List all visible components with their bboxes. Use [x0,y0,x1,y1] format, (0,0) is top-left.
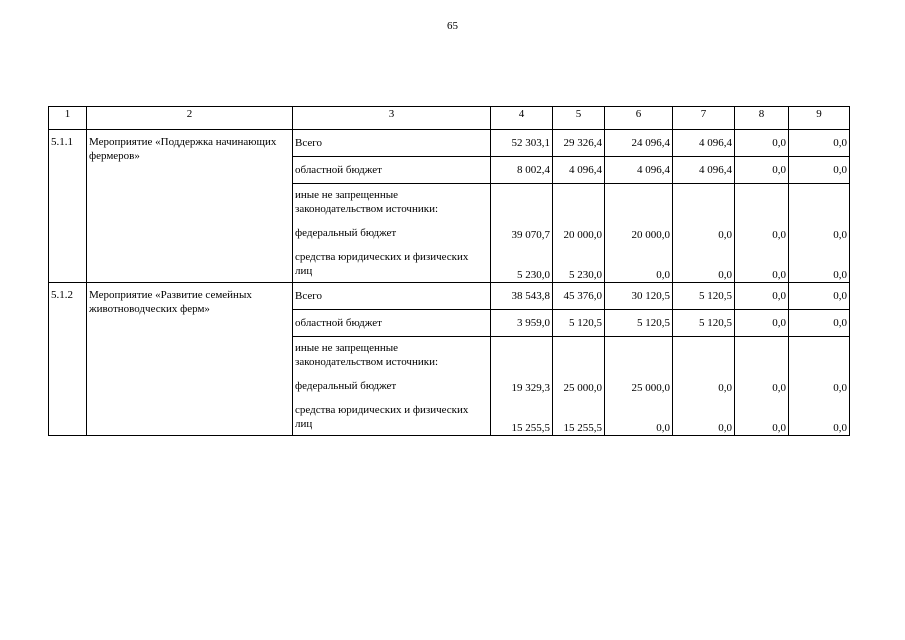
value-cell: 4 096,4 [553,157,605,184]
value-cell: 5 120,5 [605,310,673,337]
header-cell: 3 [293,107,491,130]
federal-value: 0,0 [833,382,847,394]
row-label-total: Всего [293,130,491,157]
legal-value: 5 230,0 [569,269,602,281]
row-label-federal: федеральный бюджет [295,227,397,239]
legal-value: 0,0 [833,269,847,281]
funding-sources-cell [293,184,491,283]
header-cell: 1 [49,107,87,130]
federal-value: 0,0 [772,229,786,241]
federal-value: 25 000,0 [631,382,670,394]
value-cell [789,337,850,436]
federal-value: 19 329,3 [511,382,550,394]
table-row [49,130,850,157]
value-cell: 5 120,5 [673,283,735,310]
row-label-regional: областной бюджет [293,310,491,337]
header-cell: 5 [553,107,605,130]
value-cell: 30 120,5 [605,283,673,310]
value-cell [553,184,605,283]
federal-value: 25 000,0 [563,382,602,394]
value-cell: 0,0 [789,157,850,184]
measure-name: Мероприятие «Поддержка начинающих фермеров» [87,130,293,283]
header-cell: 4 [491,107,553,130]
value-cell: 0,0 [735,157,789,184]
budget-table [48,106,850,436]
header-cell: 8 [735,107,789,130]
value-cell [735,337,789,436]
value-cell: 8 002,4 [491,157,553,184]
legal-value: 15 255,5 [511,422,550,434]
value-cell: 24 096,4 [605,130,673,157]
header-cell: 6 [605,107,673,130]
value-cell: 3 959,0 [491,310,553,337]
other-sources-label: иные не запрещенные законодательством источники: [295,189,439,215]
row-label-legal: средства юридических и физических лиц [295,404,469,430]
value-cell [673,184,735,283]
value-cell [605,184,673,283]
header-cell: 7 [673,107,735,130]
value-cell: 0,0 [735,283,789,310]
value-cell: 45 376,0 [553,283,605,310]
value-cell [735,184,789,283]
value-cell [553,337,605,436]
value-cell [789,184,850,283]
federal-value: 0,0 [718,229,732,241]
header-cell: 9 [789,107,850,130]
value-cell: 52 303,1 [491,130,553,157]
legal-value: 0,0 [656,422,670,434]
value-cell: 0,0 [789,310,850,337]
federal-value: 20 000,0 [563,229,602,241]
federal-value: 39 070,7 [511,229,550,241]
page-number: 65 [447,20,458,32]
value-cell: 0,0 [789,130,850,157]
federal-value: 0,0 [833,229,847,241]
value-cell: 5 120,5 [553,310,605,337]
value-cell: 0,0 [789,283,850,310]
measure-name: Мероприятие «Развитие семейных животноводческих ферм» [87,283,293,436]
value-cell: 5 120,5 [673,310,735,337]
header-row [49,107,850,130]
value-cell [673,337,735,436]
value-cell: 4 096,4 [673,130,735,157]
measure-code: 5.1.2 [49,283,87,436]
legal-value: 0,0 [772,269,786,281]
value-cell [491,337,553,436]
header-cell: 2 [87,107,293,130]
federal-value: 20 000,0 [631,229,670,241]
row-label-legal: средства юридических и физических лиц [295,251,469,277]
legal-value: 0,0 [656,269,670,281]
table-row [49,283,850,310]
value-cell: 0,0 [735,310,789,337]
legal-value: 5 230,0 [517,269,550,281]
value-cell [605,337,673,436]
funding-sources-cell [293,337,491,436]
legal-value: 0,0 [772,422,786,434]
row-label-total: Всего [293,283,491,310]
legal-value: 0,0 [718,422,732,434]
value-cell: 4 096,4 [673,157,735,184]
federal-value: 0,0 [772,382,786,394]
legal-value: 15 255,5 [563,422,602,434]
value-cell [491,184,553,283]
federal-value: 0,0 [718,382,732,394]
legal-value: 0,0 [833,422,847,434]
other-sources-label: иные не запрещенные законодательством источники: [295,342,439,368]
value-cell: 0,0 [735,130,789,157]
measure-code: 5.1.1 [49,130,87,283]
legal-value: 0,0 [718,269,732,281]
row-label-federal: федеральный бюджет [295,380,397,392]
value-cell: 29 326,4 [553,130,605,157]
row-label-regional: областной бюджет [293,157,491,184]
value-cell: 4 096,4 [605,157,673,184]
value-cell: 38 543,8 [491,283,553,310]
